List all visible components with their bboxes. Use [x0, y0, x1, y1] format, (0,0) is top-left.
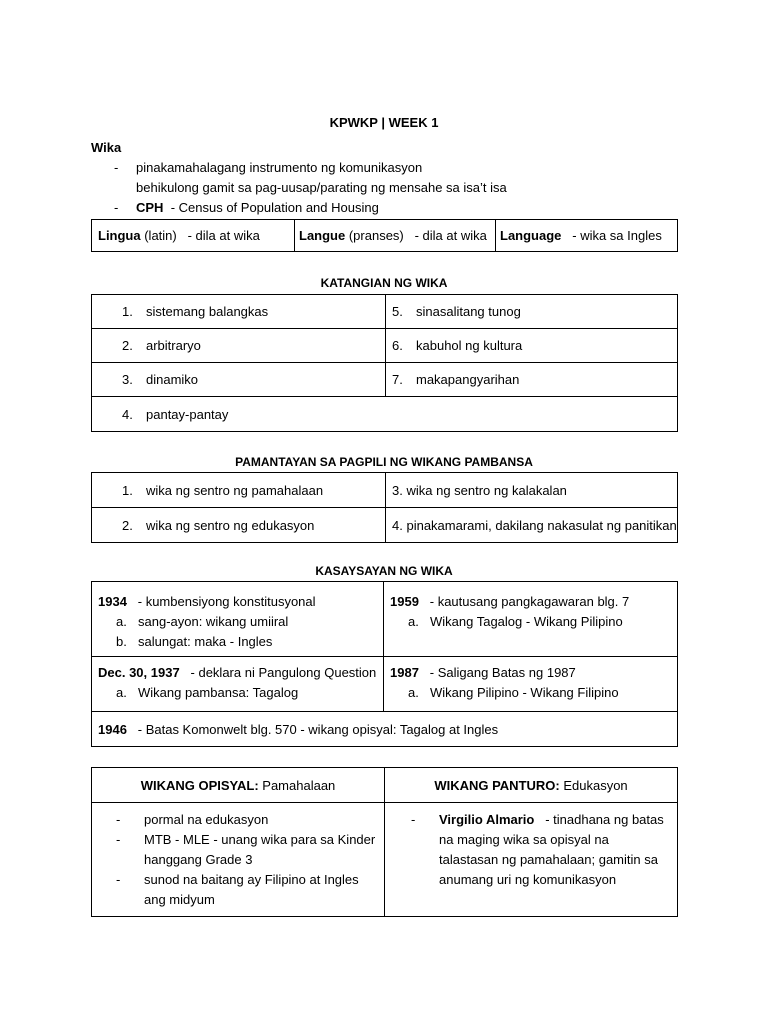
origin-label: (pranses): [345, 228, 404, 243]
pamantayan-item: 2. wika ng sentro ng edukasyon: [92, 508, 386, 543]
list-item: - pormal na edukasyon: [116, 812, 269, 827]
cph-line: [136, 200, 379, 215]
history-1946: 1946 - Batas Komonwelt blg. 570 - wikang opisyal: Tagalog at Ingles: [92, 712, 678, 747]
pamantayan-item: 1. wika ng sentro ng pamahalaan: [92, 473, 386, 508]
history-1937: Dec. 30, 1937 - deklara ni Pangulong Question a. Wikang pambansa: Tagalog: [92, 657, 384, 712]
katangian-item: 1. sistemang balangkas: [92, 295, 386, 329]
kasaysayan-heading: KASAYSAYAN NG WIKA: [315, 564, 453, 578]
panturo-list: [385, 803, 678, 917]
year-label: 1959: [390, 594, 419, 609]
dash-bullet: -: [114, 160, 119, 175]
year-label: 1946: [98, 721, 127, 737]
year-label: Dec. 30, 1937: [98, 665, 180, 680]
wika-heading: Wika: [91, 140, 122, 155]
list-item: - Virgilio Almario - tinadhana ng batas na maging wika sa opisyal na talastasan ng pamahalaan; gamitin sa anumang uri ng komunikasyon: [411, 812, 664, 887]
panturo-header: WIKANG PANTURO: Edukasyon: [385, 768, 678, 803]
kasaysayan-table: [91, 581, 678, 747]
dash-bullet: -: [114, 200, 119, 215]
pamantayan-table: [91, 472, 678, 543]
year-label: 1987: [390, 665, 419, 680]
document-title: KPWKP | WEEK 1: [329, 115, 439, 130]
origin-label: (latin): [140, 228, 177, 243]
meaning-label: - dila at wika: [187, 228, 260, 243]
opisyal-panturo-table: [91, 767, 678, 917]
pamantayan-item: 4. pinakamarami, dakilang nakasulat ng panitikan: [386, 508, 678, 543]
term-label: Lingua: [98, 228, 141, 243]
etymology-cell-lingua: [92, 220, 295, 252]
etymology-cell-language: [496, 220, 678, 252]
katangian-item: 5. sinasalitang tunog: [386, 295, 678, 329]
katangian-item: 2. arbitraryo: [92, 329, 386, 363]
katangian-item: 3. dinamiko: [92, 363, 386, 397]
etymology-table: [91, 219, 678, 252]
opisyal-list: [92, 803, 385, 917]
pamantayan-item: 3. wika ng sentro ng kalakalan: [386, 473, 678, 508]
person-name: Virgilio Almario: [439, 812, 535, 827]
cph-text: - Census of Population and Housing: [170, 200, 379, 215]
katangian-item: 7. makapangyarihan: [386, 363, 678, 397]
meaning-label: - wika sa Ingles: [572, 228, 662, 243]
etymology-cell-langue: [295, 220, 496, 252]
intro-line-2: behikulong gamit sa pag-uusap/parating ng mensahe sa isa’t isa: [136, 180, 507, 195]
katangian-table: [91, 294, 678, 432]
opisyal-header: WIKANG OPISYAL: Pamahalaan: [92, 768, 385, 803]
term-label: Language: [500, 228, 562, 243]
pamantayan-heading: PAMANTAYAN SA PAGPILI NG WIKANG PAMBANSA: [235, 455, 533, 469]
meaning-label: - dila at wika: [414, 228, 487, 243]
katangian-item: 6. kabuhol ng kultura: [386, 329, 678, 363]
year-label: 1934: [98, 594, 127, 609]
katangian-item: 4. pantay-pantay: [92, 397, 678, 432]
term-label: Langue: [299, 228, 346, 243]
list-item: - MTB - MLE - unang wika para sa Kinder hanggang Grade 3: [116, 832, 376, 867]
history-1934: 1934 - kumbensiyong konstitusyonal a. sang-ayon: wikang umiiral b. salungat: maka - Ingles: [92, 582, 384, 657]
history-1987: 1987 - Saligang Batas ng 1987 a. Wikang Pilipino - Wikang Filipino: [384, 657, 678, 712]
cph-abbr: CPH: [136, 200, 164, 215]
katangian-heading: KATANGIAN NG WIKA: [320, 276, 448, 290]
intro-line-1: pinakamahalagang instrumento ng komunikasyon: [136, 160, 423, 175]
list-item: - sunod na baitang ay Filipino at Ingles ang midyum: [116, 872, 359, 907]
history-1959: 1959 - kautusang pangkagawaran blg. 7 a. Wikang Tagalog - Wikang Pilipino: [384, 582, 678, 657]
